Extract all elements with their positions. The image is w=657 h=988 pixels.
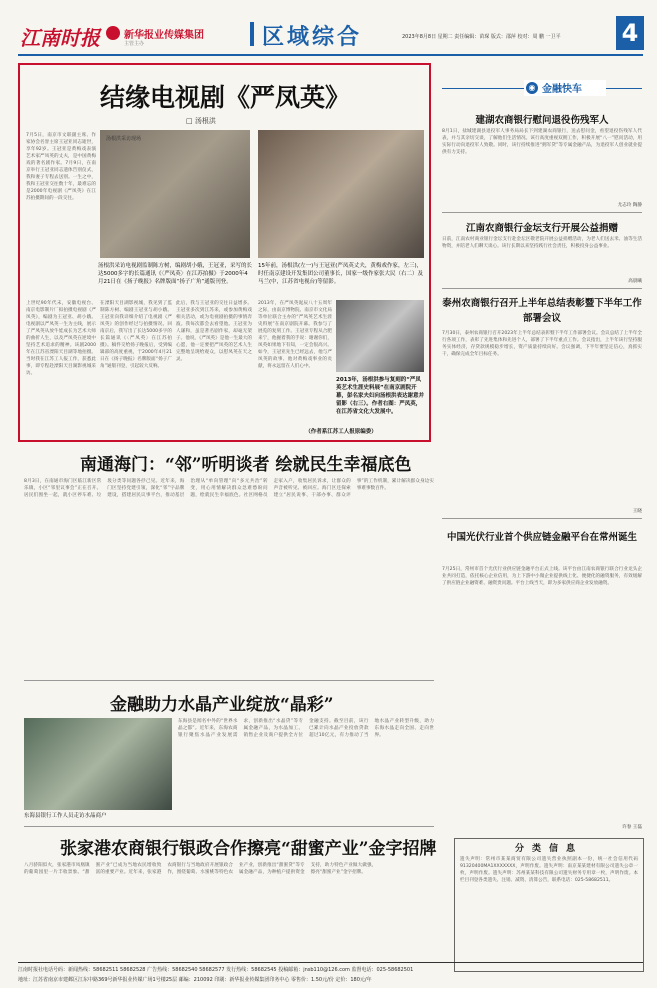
group-name: 新华报业传媒集团 — [124, 30, 204, 41]
divider — [24, 826, 434, 827]
feature-body-col2: 上世纪90年代末，安徽电视台、南京电影制片厂拟拍摄电视剧《严凤英》，编剧为王冠亚、胡小娥。电视剧以严凤英一生为主线，展示了严凤英从放牛娃成长为艺术大师的曲折人生，以及严凤英在逆境中坚持艺术追求的精神。该剧2000年在江苏省溧阳天目湖等地拍摄。当时我在江苏工人报工作，获悉此事，即专程赴溧阳天目湖影视城采访。 — [26, 301, 96, 376]
news4-body: 7月25日，常州市首个光伏行业供应链金融平台正式上线。该平台由江南农商银行联合行业龙头企业共同打造，依托核心企业信用，为上下游中小微企业提供线上化、便捷化的融资服务，有效缓解了供应链企业融资难、融资贵问题。平台上线当天，即为多家供应商企业发放融资。 — [442, 567, 642, 586]
news1-body: 8月1日，盐城建湖县退役军人事务局局长下到建湖农商银行，送去慰问金，看望退役伤残军人代表，并与其亲切交谈，了解他们生活情况。该行高度重视双拥工作，积极开展“八一”慰问活动，用实际行动向退役军人致敬。同时，该行持续推进“拥军贷”等专属金融产品，为退役军人创业就业提供有力支持。 — [442, 129, 642, 155]
classified-title: 分类信息 — [514, 844, 583, 854]
feature-photo-3-caption: 2013年，汤根洪参与复刻的“严凤英艺术生涯史料展”在南京剧院开幕，彭名家夫妇向汤根洪表达谢意并留影（右三）。作者右图：严凤英，在江苏省文化大发展中。 — [336, 377, 424, 415]
group-sub: 主管主办 — [124, 41, 145, 47]
feature-photo-1 — [100, 130, 250, 258]
article2-photo — [24, 718, 172, 810]
feature-body-col5: 2013年，在严凤英诞辰八十五周年之际，由南京博物院、南京市文化局等单位联合主办的“严凤英艺术生涯史料展”在南京剧院开幕。我参与了展览的复刻工作。王冠亚专程从合肥来宁，他握着我的手说：谢谢你们，凤英如果地下有知，一定会很高兴。如今，王冠亚先生已经远去，他与严凤英的故事、他对黄梅戏事业的贡献，将永远留在人们心中。 — [258, 301, 332, 369]
feature-body-col4: 此后，我与王冠亚的交往日益增多。王冠亚多次到江苏来，或参加黄梅戏相关活动，或为电视剧拍摄的事情奔波。我每次都会去看望他。王冠亚为人谦和，虽是著名剧作家，却毫无架子。他说，《严凤英》是他一生最大的心愿，他一定要把严凤英的艺术人生完整地呈现给观众，以慰凤英在天之灵。 — [176, 301, 252, 362]
divider — [442, 212, 642, 213]
feature-photo-3 — [336, 300, 424, 372]
paper-logo: 江南时报 — [20, 26, 100, 50]
news4-author: 许春 王磊 — [622, 825, 642, 830]
article2-title: 金融助力水晶产业绽放“晶彩” — [110, 695, 334, 715]
article3-body: 八月骄阳似火，张家港市凤凰镇的葡萄园里一片丰收景象。“甜蜜产业”已成为当地农民增收致富的重要产业。近年来，张家港农商银行与当地政府开展银政合作，围绕葡萄、水蜜桃等特色农业产业，创新推出“甜蜜贷”等专属金融产品，为种植户提供资金支持，助力特色产业做大做强，擦亮“甜蜜产业”金字招牌。 — [24, 863, 377, 875]
kuaiche-title: 金融快车 — [542, 84, 582, 95]
feature-author-note: （作者系江苏工人报原编委） — [305, 429, 377, 435]
divider — [442, 518, 642, 519]
feature-photo-2-caption: 15年前，汤根洪(左一)与王冠亚(严凤英丈夫，黄梅戏作家，左三)，时任南京建设开发集团公司董事长，国家一级作家张大民（右二）及马兰(中，江苏省电视台)等留影。 — [258, 263, 424, 285]
article2-photo-caption: 东海县银行工作人员走访水晶商户 — [24, 813, 107, 819]
news2-body: 日前，江南农村商业银行金坛支行赴金坛区敬老院开展公益捐赠活动，为老人们送去米、油等生活物资，并陪老人们聊天谈心。该行长期以来坚持践行社会责任，积极投身公益事业。 — [442, 237, 642, 249]
article1-title: 南通海门：“邻”听明谈者 绘就民生幸福底色 — [80, 455, 412, 475]
feature-photo-2 — [258, 130, 424, 258]
masthead-rule — [18, 54, 643, 56]
footer-contacts: 江南时报社电话号码：新闻热线：58682511 58682528 广告热线：58682540 58682577 发行热线：58682545 投稿邮箱：jnsb110@126.com 监督电话：025-58682501 — [18, 967, 414, 973]
figure-label: 汤根洪采访现场 — [106, 136, 142, 142]
feature-byline: □ 汤根洪 — [186, 117, 216, 125]
news3-author: 王晓 — [632, 509, 642, 514]
divider — [24, 680, 434, 681]
classified-body: 遗失声明：常州市某某商贸有限公司遗失营业执照副本一份，统一社会信用代码91320400MA1XXXXXXX，声明作废。遗失声明：南京某某建材有限公司遗失公章一枚，声明作废。遗失声明：苏州某某科技有限公司遗失财务专用章一枚，声明作废。本栏目刊登各类遗失、注销、减资、清算公告，联系电话：025-58682511。 — [460, 857, 638, 883]
news3-body: 7月30日，泰州农商银行召开2023年上半年总结表彰暨下半年工作部署会议。会议总结了上半年全行各项工作，表彰了先进集体和先进个人，部署了下半年重点工作。会议指出，上半年该行坚持服务实体经济，存贷款规模稳步增长，资产质量持续向好。会议强调，下半年要坚定信心，真抓实干，确保完成全年目标任务。 — [442, 331, 642, 357]
news2-author: 高晨曦 — [628, 279, 642, 284]
news4-title: 中国光伏行业首个供应链金融平台在常州诞生 — [446, 532, 637, 543]
feature-photo-1-caption: 汤根洪采访电视剧监制陈方树，编剧胡小娥，王冠亚，采写的长达5000多字的长篇通讯《〈严凤英〉在江苏拍摄》于2000年4月21日在《扬子晚报》名牌版面“扬子广角”通版刊登。 — [98, 263, 253, 285]
issue-info: 2023年8月8日 星期二 责任编辑：苗琛 版式：邵萍 校对：周 鹏 一卫平 — [402, 34, 561, 40]
footer-address: 地址：江苏省南京市建邺区江东中路369号新华报业传媒广场1号楼25层 邮编：210092 印刷：新华报业传媒集团印务中心 零售价：1.50元/份 定价：180元/年 — [18, 977, 372, 983]
coin-icon: ◉ — [526, 82, 538, 94]
article3-title: 张家港农商银行银政合作擦亮“甜蜜产业”金字招牌 — [60, 839, 437, 859]
article1-body: 8月3日，在南通市海门区临江新区常乐镇，小区“邻里议事会”正在召开。居民们围坐一起，就小区停车难、垃圾分类等问题各抒己见。近年来，海门区坚持党建引领，深化“邻”字品牌建设，搭建居民议事平台，推动基层治理从“单向管理”向“多元共治”转变，用心用情解决群众急难愁盼问题，绘就民生幸福底色。社区网格员走家入户，收集居民诉求，让群众的声音被听见、被回应。海门区还探索建立“居民说事、干部办事、群众评事”的工作机制，累计解决群众身边实事难事数百件。 — [24, 479, 434, 498]
news3-title: 泰州农商银行召开上半年总结表彰暨下半年工作部署会议 — [442, 298, 642, 324]
group-logo-icon — [106, 26, 120, 40]
feature-body-col1: 7月5日，南京市文联副主席、作家协会名誉主席王冠亚同志逝世，享年92岁。王冠亚是黄梅戏表演艺术家严凤英的丈夫，是中国黄梅戏的著名剧作家。7月9日，在南京举行王冠亚同志遗体告别仪式，我和妻子专程去送别。一生之中，我和王冠亚交往数十年，最难忘的是2000年电视剧《严凤英》在江苏拍摄期间的一段交往。 — [26, 133, 96, 201]
feature-title: 结缘电视剧《严凤英》 — [99, 83, 350, 112]
section-title: 区域综合 — [262, 25, 363, 50]
divider — [442, 288, 642, 289]
footer-rule — [18, 962, 643, 963]
news2-title: 江南农商银行金坛支行开展公益捐赠 — [465, 223, 618, 234]
news1-title: 建湖农商银行慰问退役伤残军人 — [475, 115, 609, 126]
page-number: 4 — [616, 16, 644, 50]
news1-author: 尤志玲 陶静 — [617, 203, 642, 208]
feature-body-col3: 在溧阳天目湖影视城，我见到了监制陈方树、编剧王冠亚与胡小娥。王冠亚向我详细介绍了电视剧《严凤英》的创作经过与拍摄情况。回南京后，我写出了长达5000多字的长篇通讯《〈严凤英〉在江苏拍摄》。稿件交给扬子晚报后，受到编辑部的高度重视，于2000年4月21日在《扬子晚报》名牌版面“扬子广角”通版刊登，引起较大反响。 — [100, 301, 172, 369]
article2-body: 东海县是闻名中外的“世界水晶之都”。近年来，东海农商银行聚焦水晶产业发展需求，创新推出“水晶贷”等专属金融产品，为水晶加工、销售企业及商户提供全方位金融支持。截至目前，该行已累计向水晶产业投放贷款超过10亿元，有力推动了当地水晶产业转型升级，助力东海水晶走向全国、走向世界。 — [178, 719, 434, 738]
